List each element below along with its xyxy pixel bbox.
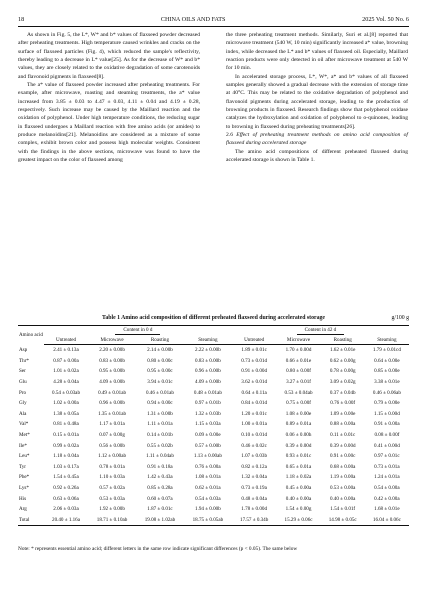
page-number: 18 xyxy=(18,15,25,23)
table-cell: 3.62 ± 0.01d xyxy=(241,379,267,386)
body-paragraph: In accelerated storage process, L*, W*, a* and b* values of all flaxseed samples generally showed a gradual decrease with the extension of storage time at 40°C. This may be related to the oxidative degradation of polyphenol and flavonoid pigments during accelerated storage, leading to the production of browning products in flaxseed. Research findings show that polyphenol oxidase catalyzes the hydroxylation and oxidation of polyphenol to o-quinones, leading to browning in flaxseed during preheating treatments[26]. xyxy=(226,73,408,130)
table-cell: 1.54 ± 0.01f xyxy=(330,506,356,513)
table-cell: 0.80 ± 0.00f xyxy=(286,368,311,375)
table-cell: 0.73 ± 0.01a xyxy=(374,463,400,470)
table-cell: 0.97 ± 0.01c xyxy=(374,453,400,460)
table-cell: 1.15 ± 0.00d xyxy=(374,410,400,417)
table-row xyxy=(18,430,409,441)
table-cell: 0.89 ± 0.01a xyxy=(285,421,312,428)
column-header: Microwave xyxy=(276,335,320,345)
table-cell: 17.57 ± 0.34b xyxy=(232,515,277,526)
table-cell: 0.63 ± 0.06a xyxy=(53,495,79,502)
table-cell: 1.87 ± 0.01c xyxy=(147,506,173,513)
table-cell: 16.04 ± 0.06c xyxy=(365,515,409,526)
body-paragraph: As shown in Fig. 5, the L*, W* and b* values of flaxseed powder decreased after preheating treatments. High temperature caused wrinkles and cracks on the surface of flaxseed particles (Fig. 4), which reduced the sample's reflectivity, thereby leading to a decrease in L* value[25]. As for the decrease of W* and b* values, they are closely related to the oxidative degradation of some carotenoids and flavonoid pigments in flaxseed[8]. xyxy=(18,32,200,80)
table-cell: 1.15 ± 0.03a xyxy=(195,421,221,428)
table-cell: 0.96 ± 0.00b xyxy=(99,400,125,407)
table-cell: 0.91 ± 0.00c xyxy=(329,453,356,460)
table-cell: 1.54 ± 0.45a xyxy=(53,474,79,481)
table-cell: 0.09 ± 0.00e xyxy=(195,432,221,439)
table-row xyxy=(18,462,409,473)
table-cell: 1.01 ± 0.02a xyxy=(53,368,79,375)
table-cell: 1.68 ± 0.01e xyxy=(374,506,400,513)
table-cell: 0.85 ± 0.28a xyxy=(147,485,173,492)
table-cell: 1.38 ± 0.05a xyxy=(53,410,79,417)
table-cell: 0.93 ± 0.01c xyxy=(285,453,312,460)
table-cell: 18.75 ± 0.05ab xyxy=(184,515,232,526)
column-header: Roasting xyxy=(321,335,365,345)
table-cell: 0.40 ± 0.00a xyxy=(329,495,356,502)
table-cell: 1.78 ± 0.00d xyxy=(241,506,267,513)
body-paragraph: the three preheating treatment methods. Similarly, Suri et al.[8] reported that microwave treatment (540 W, 10 min) significantly increased a* value, browning index, while decreased the L* and b* values of flaxseed oil. Especially, Maillard reaction products were only detected in oil after microwave treatment at 540 W for 10 min. xyxy=(226,32,408,72)
table-cell: 3.94 ± 0.01c xyxy=(147,379,173,386)
table-cell: 0.07 ± 0.00g xyxy=(99,432,125,439)
table-cell: 0.83 ± 0.00b xyxy=(99,357,125,364)
table-row xyxy=(18,504,409,515)
table-body xyxy=(18,345,409,526)
table-cell: 1.20 ± 0.01c xyxy=(241,410,267,417)
table-cell: 1.11 ± 0.04ab xyxy=(146,453,174,460)
table-cell: 0.37 ± 0.04b xyxy=(329,389,356,396)
table-cell: 0.48 ± 0.04a xyxy=(241,495,267,502)
table-cell: 0.57 ± 0.00b xyxy=(195,442,221,449)
table-cell: 1.31 ± 0.00b xyxy=(147,410,173,417)
table-cell: 0.08 ± 0.00f xyxy=(374,432,400,439)
table-cell: 0.66 ± 0.01e xyxy=(285,357,312,364)
amino-acid-name: Thr* xyxy=(19,357,29,364)
amino-acid-header: Amino acid xyxy=(18,326,44,345)
table-cell: 2.20 ± 0.00b xyxy=(99,347,125,354)
table-row xyxy=(18,493,409,504)
table-cell: 4.09 ± 0.00b xyxy=(195,379,221,386)
table-cell: 0.64 ± 0.00e xyxy=(374,357,400,364)
table-cell: 0.99 ± 0.02a xyxy=(53,442,79,449)
table-cell: 0.73 ± 0.01d xyxy=(241,357,267,364)
table-cell: 15.29 ± 0.06c xyxy=(276,515,320,526)
table-row xyxy=(18,472,409,483)
table-row xyxy=(18,377,409,388)
amino-acid-name: Ile* xyxy=(19,442,27,449)
table-cell: 0.92 ± 0.26a xyxy=(53,485,79,492)
amino-acid-name: Tyr xyxy=(19,463,26,470)
table-cell: 0.83 ± 0.00b xyxy=(195,357,221,364)
table-cell: 0.56 ± 0.00b xyxy=(99,442,125,449)
table-cell: 0.76 ± 0.00a xyxy=(195,463,221,470)
table-cell: 0.94 ± 0.00c xyxy=(147,400,173,407)
table-row xyxy=(18,483,409,494)
table-cell: 1.11 ± 0.01a xyxy=(147,421,173,428)
table-cell: 0.78 ± 0.01a xyxy=(99,463,125,470)
table-cell: 0.96 ± 0.00b xyxy=(195,368,221,375)
table-cell: 1.03 ± 0.17a xyxy=(53,463,79,470)
table-cell: 1.18 ± 0.02a xyxy=(285,474,312,481)
amino-acid-name: Lys* xyxy=(19,485,29,492)
table-row xyxy=(18,515,409,526)
table-cell: 1.92 ± 0.00b xyxy=(99,506,125,513)
table-row xyxy=(18,366,409,377)
table-cell: 1.17 ± 0.01a xyxy=(99,421,125,428)
table-cell: 3.27 ± 0.01f xyxy=(286,379,311,386)
table-cell: 1.94 ± 0.00b xyxy=(195,506,221,513)
column-header: Microwave xyxy=(88,335,136,345)
table-cell: 0.75 ± 0.00f xyxy=(286,400,311,407)
table-cell: 1.08 ± 0.00e xyxy=(285,410,312,417)
amino-acid-name: Leu* xyxy=(19,453,30,460)
amino-acid-table xyxy=(18,325,409,526)
amino-acid-name: Phe* xyxy=(19,474,30,481)
amino-acid-name: Ser xyxy=(19,368,26,375)
amino-acid-name: His xyxy=(19,495,27,502)
table-cell: 0.14 ± 0.01b xyxy=(147,432,173,439)
table-cell: 0.45 ± 0.00a xyxy=(285,485,312,492)
table-cell: 0.79 ± 0.00e xyxy=(374,400,400,407)
table-caption-row xyxy=(18,315,409,321)
table-cell: 0.88 ± 0.00a xyxy=(329,421,356,428)
table-cell: 1.08 ± 0.01a xyxy=(195,474,221,481)
journal-name: CHINA OILS AND FATS xyxy=(160,15,226,23)
amino-acid-name: Met* xyxy=(19,432,30,439)
table-cell: 1.18 ± 0.04a xyxy=(53,453,79,460)
amino-acid-name: Ala xyxy=(19,410,27,417)
right-column xyxy=(226,31,408,165)
table-row xyxy=(18,398,409,409)
table-cell: 2.06 ± 0.03a xyxy=(53,506,79,513)
table-cell: 0.62 ± 0.01a xyxy=(195,485,221,492)
column-header: Steaming xyxy=(365,335,409,345)
table-cell: 0.46 ± 0.06ab xyxy=(372,389,401,396)
table-cell: 0.39 ± 0.00d xyxy=(329,442,356,449)
table-cell: 2.41 ± 0.13a xyxy=(53,347,79,354)
table-cell: 0.73 ± 0.19a xyxy=(241,485,267,492)
table-cell: 0.53 ± 0.04ab xyxy=(284,389,313,396)
body-paragraph: The a* value of flaxseed powder increased after preheating treatments. For example, after microwave, roasting and steaming treatments, the a* value increased from 3.85 ± 0.03 to 4.47 ± 0.03, 4.11 ± 0.04 and 4.19 ± 0.28, respectively. Such increase may be caused by the Maillard reaction and the oxidation of polyphenol. Under high temperature conditions, the reducing sugar in flaxseed undergoes a Maillard reaction with free amino acids (or amides) to produce melanoidins[21]. Melanoidins are considered as a mixture of some complex, exhibit brown color and possess high molecular weights. Consistent with the findings in the above sections, microwave was found to have the greatest impact on the color of flaxseed among xyxy=(18,82,200,164)
table-cell: 1.89 ± 0.01c xyxy=(241,347,267,354)
table-cell: 0.84 ± 0.01d xyxy=(241,400,267,407)
table-cell: 0.91 ± 0.00a xyxy=(374,421,400,428)
table-cell: 0.68 ± 0.00a xyxy=(329,463,356,470)
table-cell: 1.02 ± 0.00a xyxy=(53,400,79,407)
table-cell: 0.57 ± 0.02a xyxy=(99,485,125,492)
group-header-42d: Content in 42 d xyxy=(232,326,409,336)
column-header: Steaming xyxy=(184,335,232,345)
table-note: Note: * represents essential amino acid; different letters in the same row indicate significant differences (p < 0.05). The same below xyxy=(18,546,298,552)
left-column xyxy=(18,31,200,165)
table-cell: 1.10 ± 0.03a xyxy=(99,474,125,481)
section-heading xyxy=(226,131,408,148)
table-caption: Table 1 Amino acid composition of different preheated flaxseed during accelerated storage xyxy=(102,315,325,321)
amino-acid-name: Asp xyxy=(19,347,28,354)
table-cell: 1.24 ± 0.01a xyxy=(374,474,400,481)
table-cell: 1.19 ± 0.00a xyxy=(329,474,356,481)
column-header: Untreated xyxy=(44,335,88,345)
table-cell: 0.53 ± 0.03a xyxy=(99,495,125,502)
table-cell: 3.09 ± 0.02g xyxy=(329,379,356,386)
table-cell: 0.65 ± 0.01a xyxy=(285,463,312,470)
amino-acid-name: Gly xyxy=(19,400,27,407)
section-number: 2.6 xyxy=(226,132,233,139)
section-title: Effect of preheating treatment methods on amino acid composition of flaxseed during accelerated storage xyxy=(226,132,408,147)
column-header: Roasting xyxy=(136,335,184,345)
table-cell: 0.97 ± 0.01b xyxy=(195,400,221,407)
amino-acid-name: Arg xyxy=(19,506,27,513)
table-cell: 1.79 ± 0.01cd xyxy=(372,347,401,354)
table-cell: 0.06 ± 0.00h xyxy=(285,432,312,439)
table-cell: 0.87 ± 0.00a xyxy=(53,357,79,364)
table-cell: 0.48 ± 0.01ab xyxy=(193,389,222,396)
table-cell: 1.42 ± 0.43a xyxy=(147,474,173,481)
table-cell: 0.41 ± 0.00d xyxy=(374,442,400,449)
table-cell: 1.13 ± 0.00ab xyxy=(193,453,222,460)
table-cell: 0.46 ± 0.02c xyxy=(241,442,267,449)
table-cell: 4.09 ± 0.00b xyxy=(99,379,125,386)
body-paragraph: The amino acid compositions of different preheated flaxseed during accelerated storage is shown in Table 1. xyxy=(226,148,408,164)
issue-info: 2025 Vol. 50 No. 6 xyxy=(362,15,409,23)
table-cell: 14.98 ± 0.05c xyxy=(321,515,365,526)
table-cell: 0.91 ± 0.00d xyxy=(241,368,267,375)
table-row xyxy=(18,409,409,420)
table-cell: 19.08 ± 1.02ab xyxy=(136,515,184,526)
table-cell: 0.81 ± 0.48a xyxy=(53,421,79,428)
table-row xyxy=(18,356,409,367)
table-cell: 0.49 ± 0.01ab xyxy=(98,389,127,396)
amino-acid-name: Glu xyxy=(19,379,27,386)
table-cell: 0.78 ± 0.00g xyxy=(329,368,356,375)
table-cell: 1.70 ± 0.00d xyxy=(285,347,312,354)
table-cell: 0.85 ± 0.00e xyxy=(374,368,400,375)
table-row xyxy=(18,345,409,356)
table-cell: 0.54 ± 0.03a xyxy=(195,495,221,502)
table-cell: 20.40 ± 1.16a xyxy=(44,515,88,526)
amino-acid-name: Pro xyxy=(19,389,27,396)
table-row xyxy=(18,451,409,462)
table-row xyxy=(18,440,409,451)
table-cell: 1.35 ± 0.01ab xyxy=(98,410,127,417)
table-cell: 4.28 ± 0.04a xyxy=(53,379,79,386)
table-cell: 0.53 ± 0.00a xyxy=(329,485,356,492)
table-cell: 1.09 ± 0.00e xyxy=(329,410,356,417)
table-cell: 1.32 ± 0.03b xyxy=(195,410,221,417)
table-row xyxy=(18,419,409,430)
table-cell: 0.80 ± 0.00c xyxy=(147,357,173,364)
table-cell: 0.15 ± 0.01a xyxy=(53,432,79,439)
column-header: Untreated xyxy=(232,335,277,345)
table-cell: 1.07 ± 0.03b xyxy=(241,453,267,460)
amino-acid-name: Val* xyxy=(19,421,29,428)
running-header xyxy=(18,14,409,24)
table-cell: 0.11 ± 0.01c xyxy=(330,432,356,439)
table-cell: 0.91 ± 0.18a xyxy=(147,463,173,470)
table-cell: 3.38 ± 0.01e xyxy=(374,379,400,386)
header-rule xyxy=(18,26,409,27)
table-cell: 0.10 ± 0.01d xyxy=(241,432,267,439)
table-cell: 0.55 ± 0.02b xyxy=(147,442,173,449)
table-cell: 0.95 ± 0.00b xyxy=(99,368,125,375)
table-cell: 0.54 ± 0.00a xyxy=(374,485,400,492)
table-cell: 0.82 ± 0.12a xyxy=(241,463,267,470)
table-cell: 2.14 ± 0.00b xyxy=(147,347,173,354)
table-cell: 0.40 ± 0.00a xyxy=(285,495,312,502)
table-cell: 1.32 ± 0.04a xyxy=(241,474,267,481)
table-cell: 0.39 ± 0.00d xyxy=(285,442,312,449)
table-row xyxy=(18,387,409,398)
table-cell: 0.76 ± 0.00f xyxy=(330,400,356,407)
table-cell: 1.00 ± 0.01a xyxy=(241,421,267,428)
table-cell: 1.62 ± 0.01e xyxy=(329,347,356,354)
subheader-row xyxy=(18,335,409,345)
table-cell: 0.46 ± 0.01ab xyxy=(145,389,174,396)
table-unit: g/100 g xyxy=(391,315,409,321)
group-header-0d: Content in 0 d xyxy=(44,326,232,336)
table-cell: 0.54 ± 0.03ab xyxy=(52,389,80,396)
table-cell: 2.22 ± 0.00b xyxy=(195,347,221,354)
table-cell: 0.42 ± 0.00a xyxy=(374,495,400,502)
amino-acid-name: Total xyxy=(18,515,44,526)
table-cell: 0.95 ± 0.00c xyxy=(147,368,173,375)
table-cell: 1.54 ± 0.00g xyxy=(285,506,312,513)
table-cell: 0.62 ± 0.00g xyxy=(329,357,356,364)
table-cell: 18.71 ± 0.10ab xyxy=(88,515,136,526)
table-cell: 1.12 ± 0.00ab xyxy=(98,453,127,460)
table-cell: 0.64 ± 0.11a xyxy=(241,389,267,396)
table-cell: 0.60 ± 0.07a xyxy=(147,495,173,502)
